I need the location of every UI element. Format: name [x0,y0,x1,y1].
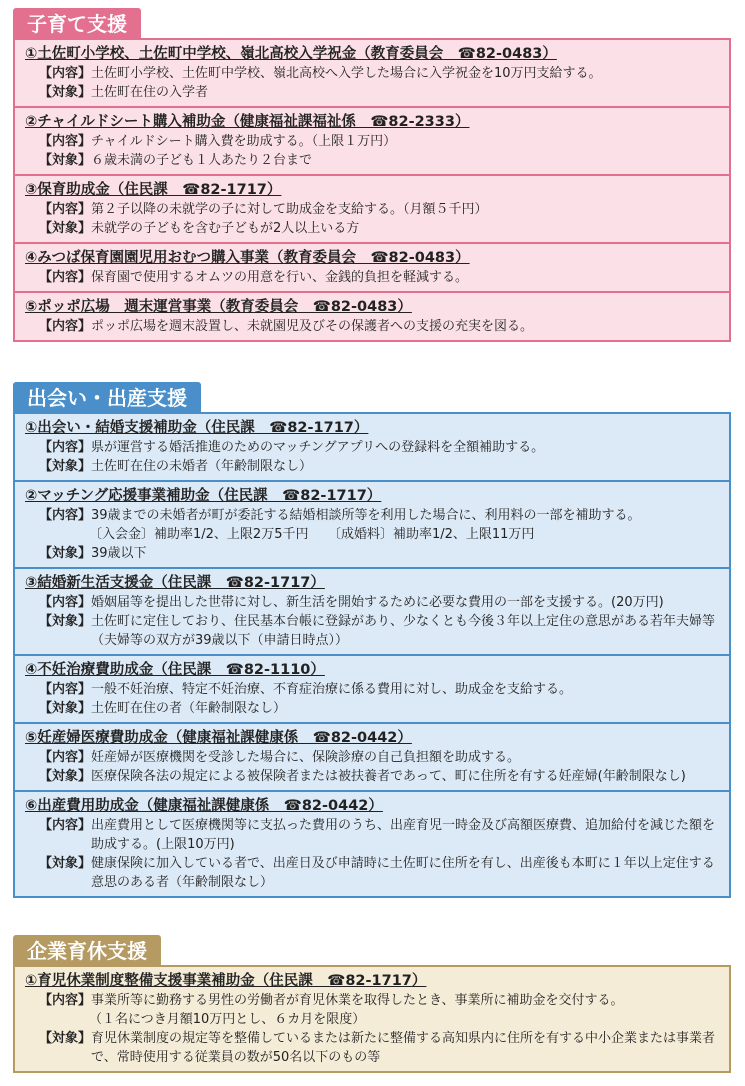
row-text: 婚姻届等を提出した世帯に対し、新生活を開始するために必要な費用の一部を支援する。(20万円) [91,595,664,610]
row-label: 【内容】 [39,750,92,765]
row-label: 【対象】 [39,153,92,168]
row-label: 【内容】 [39,595,92,610]
row-text: 医療保険各法の規定による被保険者または被扶養者であって、町に住所を有する妊産婦(年齢制限なし) [91,769,686,784]
row-text: 保育園で使用するオムツの用意を行い、金銭的負担を軽減する。 [91,270,469,285]
support-item [15,40,729,108]
row-label: 【対象】 [39,1031,92,1046]
support-item [15,967,729,1071]
row-text: ６歳未満の子ども１人あたり２台まで [91,153,313,168]
row-text: 健康保険に加入している者で、出産日及び申請時に土佐町に住所を有し、出産後も本町に１年以上定住する意思のある者（年齢制限なし） [91,856,715,890]
item-title: ②マッチング応援事業補助金（住民課 ☎82-1717） [25,488,382,504]
row-text: 土佐町在住の者（年齢制限なし） [91,701,287,716]
section-box [13,412,731,898]
row-label: 【内容】 [39,270,92,285]
row-label: 【内容】 [39,134,92,149]
row-text: 39歳までの未婚者が町が委託する結婚相談所等を利用した場合に、利用料の一部を補助する。 [91,508,641,523]
support-item [15,656,729,724]
row-label: 【内容】 [39,440,92,455]
item-title: ⑤妊産婦医療費助成金（健康福祉課健康係 ☎82-0442） [25,730,412,746]
item-title: ⑤ポッポ広場 週末運営事業（教育委員会 ☎82-0483） [25,299,412,315]
row-label: 【内容】 [39,682,92,697]
row-text: 事業所等に勤務する男性の労働者が育児休業を取得したとき、事業所に補助金を交付する。 [91,993,624,1008]
item-title: ①土佐町小学校、土佐町中学校、嶺北高校入学祝金（教育委員会 ☎82-0483） [25,46,557,62]
row-text: 一般不妊治療、特定不妊治療、不育症治療に係る費用に対し、助成金を支給する。 [91,682,573,697]
row-text: 出産費用として医療機関等に支払った費用のうち、出産育児一時金及び高額医療費、追加給付を減じた額を助成する。(上限10万円) [91,818,716,852]
support-item [15,108,729,176]
row-label: 【内容】 [39,319,92,334]
row-label: 【対象】 [39,614,92,629]
row-label: 【対象】 [39,221,92,236]
item-title: ④不妊治療費助成金（住民課 ☎82-1110） [25,662,325,678]
item-title: ②チャイルドシート購入補助金（健康福祉課福祉係 ☎82-2333） [25,114,470,130]
row-label: 【対象】 [39,856,92,871]
row-text: 未就学の子どもを含む子どもが2人以上いる方 [91,221,360,236]
row-text: 県が運営する婚活推進のためのマッチングアプリへの登録料を全額補助する。 [91,440,545,455]
item-title: ①出会い・結婚支援補助金（住民課 ☎82-1717） [25,420,369,436]
row-text: 土佐町在住の入学者 [91,85,209,100]
row-label: 【対象】 [39,769,92,784]
support-item [15,244,729,293]
row-label: 【内容】 [39,818,92,833]
row-text: 〔入会金〕補助率1/2、上限2万5千円 〔成婚料〕補助率1/2、上限11万円 [89,527,535,542]
row-label: 【内容】 [39,993,92,1008]
item-title: ⑥出産費用助成金（健康福祉課健康係 ☎82-0442） [25,798,383,814]
support-item [15,724,729,792]
row-label: 【対象】 [39,459,92,474]
row-text: （１名につき月額10万円とし、６カ月を限度） [89,1012,366,1027]
support-item [15,569,729,656]
row-label: 【内容】 [39,66,92,81]
row-label: 【内容】 [39,508,92,523]
row-label: 【対象】 [39,546,92,561]
row-label: 【対象】 [39,701,92,716]
row-text: 土佐町小学校、土佐町中学校、嶺北高校へ入学した場合に入学祝金を10万円支給する。 [91,66,602,81]
section-title: 子育て支援 [13,8,141,40]
item-title: ③結婚新生活支援金（住民課 ☎82-1717） [25,575,325,591]
row-label: 【対象】 [39,85,92,100]
row-text: 土佐町在住の未婚者（年齢制限なし） [91,459,313,474]
row-text: 土佐町に定住しており、住民基本台帳に登録があり、少なくとも今後３年以上定住の意思がある若年夫婦等（夫婦等の双方が39歳以下（申請日時点）） [91,614,716,648]
support-item [15,792,729,896]
support-item [15,482,729,569]
support-item [15,414,729,482]
section-box [13,38,731,342]
section-box [13,965,731,1073]
row-text: ポッポ広場を週末設置し、未就園児及びその保護者への支援の充実を図る。 [91,319,534,334]
item-title: ③保育助成金（住民課 ☎82-1717） [25,182,282,198]
item-title: ④みつば保育園園児用おむつ購入事業（教育委員会 ☎82-0483） [25,250,470,266]
section-title: 出会い・出産支援 [13,382,201,414]
support-item [15,176,729,244]
item-title: ①育児休業制度整備支援事業補助金（住民課 ☎82-1717） [25,973,427,989]
section-title: 企業育休支援 [13,935,161,967]
support-item [15,293,729,340]
row-text: 妊産婦が医療機関を受診した場合に、保険診療の自己負担額を助成する。 [91,750,521,765]
row-text: 第２子以降の未就学の子に対して助成金を支給する。（月額５千円） [91,202,488,217]
row-text: 39歳以下 [91,546,147,561]
row-text: 育児休業制度の規定等を整備しているまたは新たに整備する高知県内に住所を有する中小企業または事業者で、常時使用する従業員の数が50名以下のもの等 [91,1031,716,1065]
row-text: チャイルドシート購入費を助成する。（上限１万円） [91,134,397,149]
row-label: 【内容】 [39,202,92,217]
